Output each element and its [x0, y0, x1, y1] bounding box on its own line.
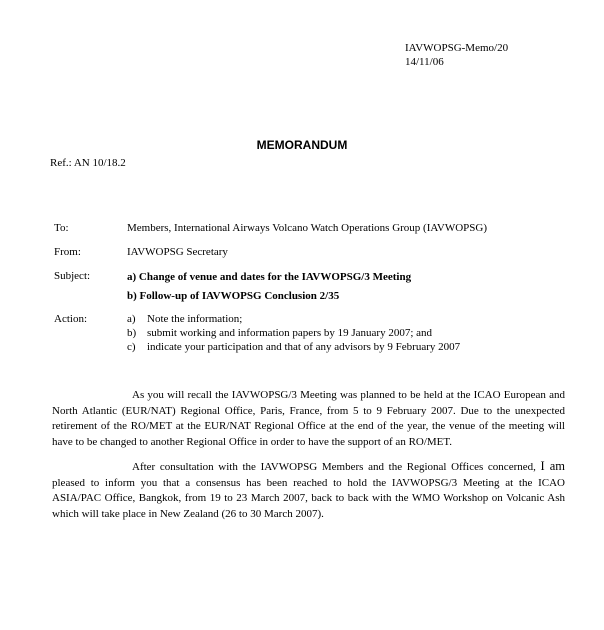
memo-date: 14/11/06 — [405, 56, 444, 68]
action-item-letter: c) — [127, 341, 136, 353]
action-item-text: Note the information; — [147, 313, 243, 325]
body-paragraph-1 — [52, 388, 565, 450]
action-item — [127, 327, 432, 339]
memo-reference-block — [405, 41, 508, 69]
to-value: Members, International Airways Volcano Watch Operations Group (IAVWOPSG) — [127, 222, 488, 234]
subject-line-a: a) Change of venue and dates for the IAVWOPSG/3 Meeting — [127, 271, 412, 283]
body-paragraph-2 — [52, 459, 565, 522]
to-label: To: — [54, 222, 69, 234]
from-label: From: — [54, 246, 81, 258]
body-paragraph-2-rest: pleased to inform you that a consensus has been reached to hold the IAVWOPSG/3 Meeting at the ICAO ASIA/PAC Office, Bangkok, from 19 to 23 March 2007, back to back with the WMO Workshop on Volcanic Ash which will take place in New Zealand (26 to 30 March 2007). — [52, 476, 565, 520]
body-paragraph-1-text: As you will recall the IAVWOPSG/3 Meeting was planned to be held at the ICAO European and North Atlantic (EUR/NAT) Regional Office, Paris, France, from 5 to 9 February 2007. Due to the unexpected retirement of the RO/MET at the EUR/NAT Regional Office at the end of the year, the venue of the meeting will have to be changed to another Regional Office in order to have the support of an RO/MET. — [52, 389, 565, 448]
action-item-letter: a) — [127, 313, 136, 325]
file-reference: Ref.: AN 10/18.2 — [50, 157, 126, 169]
from-value: IAVWOPSG Secretary — [127, 246, 228, 258]
action-item-letter: b) — [127, 327, 137, 339]
subject-label: Subject: — [54, 270, 91, 282]
action-item-text: submit working and information papers by 19 January 2007; and — [147, 327, 433, 339]
action-label: Action: — [54, 313, 87, 325]
memo-number: IAVWOPSG-Memo/20 — [405, 42, 509, 54]
action-item — [127, 313, 242, 325]
page-title: MEMORANDUM — [256, 138, 348, 152]
subject-line-b: b) Follow-up of IAVWOPSG Conclusion 2/35 — [127, 290, 340, 302]
body-paragraph-2-emphasis: I am — [540, 459, 565, 473]
action-item-text: indicate your participation and that of any advisors by 9 February 2007 — [147, 341, 461, 353]
action-item — [127, 341, 460, 353]
body-paragraph-2-start: After consultation with the IAVWOPSG Members and the Regional Offices concerned, — [132, 461, 536, 473]
